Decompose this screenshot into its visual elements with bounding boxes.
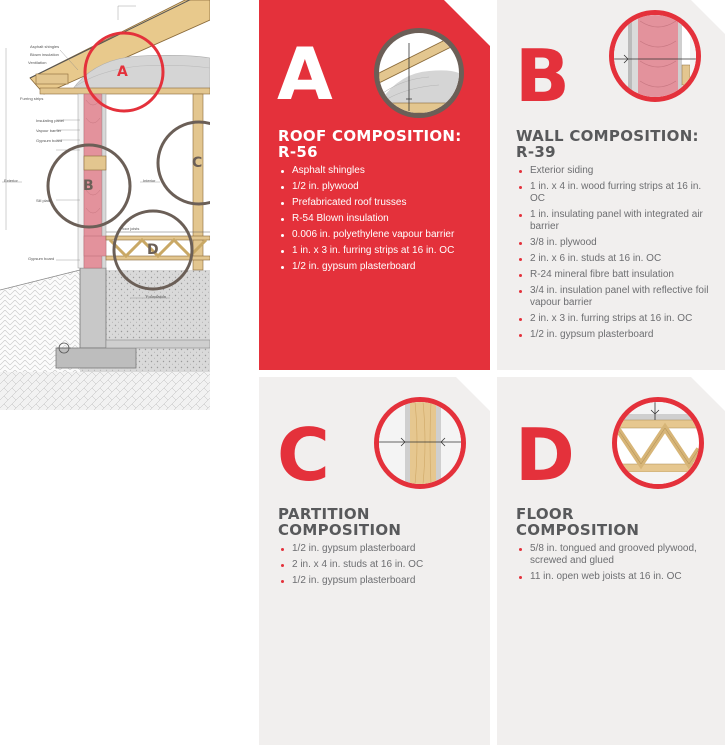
panel-title-line2: R-39 bbox=[516, 143, 556, 161]
panel-letter: A bbox=[277, 32, 333, 116]
panel-item-list bbox=[278, 543, 478, 591]
wall-detail-drawing bbox=[614, 15, 696, 97]
list-item: 1/2 in. plywood bbox=[278, 181, 478, 193]
diagram-annotation: Asphalt shingles bbox=[30, 44, 60, 49]
list-item: 11 in. open web joists at 16 in. OC bbox=[516, 571, 712, 583]
panel-item-list bbox=[278, 165, 478, 277]
panel-title-line2: R-56 bbox=[278, 143, 318, 161]
list-item: Prefabricated roof trusses bbox=[278, 197, 478, 209]
diagram-annotation: Gypsum board bbox=[28, 256, 55, 261]
list-item: 5/8 in. tongued and grooved plywood, screwed and glued bbox=[516, 543, 712, 567]
circle-label-d: D bbox=[147, 242, 159, 258]
list-item: 2 in. x 4 in. studs at 16 in. OC bbox=[278, 559, 478, 571]
diagram-annotation: Floor joists bbox=[120, 226, 140, 231]
panel-letter: D bbox=[515, 413, 575, 497]
panel-title-line1: ROOF COMPOSITION: bbox=[278, 127, 462, 145]
panel-corner-fold bbox=[456, 377, 490, 411]
circle-label-c: C bbox=[192, 155, 203, 171]
roof-detail-drawing bbox=[379, 33, 459, 113]
list-item: 1/2 in. gypsum plasterboard bbox=[516, 329, 712, 341]
panel-title-line1: PARTITION bbox=[278, 505, 370, 523]
panel-wall-composition bbox=[497, 0, 725, 370]
panel-title-line2: COMPOSITION bbox=[278, 521, 402, 539]
panel-title-line2: COMPOSITION bbox=[516, 521, 640, 539]
diagram-annotation: Blown insulation bbox=[30, 52, 59, 57]
list-item: 1/2 in. gypsum plasterboard bbox=[278, 543, 478, 555]
panel-corner-fold bbox=[691, 0, 725, 34]
wall-detail-thumbnail bbox=[609, 10, 701, 102]
diagram-annotation: Foundation bbox=[146, 294, 167, 299]
list-item: 1 in. insulating panel with integrated air barrier bbox=[516, 209, 712, 233]
diagram-annotation: Vapour barrier bbox=[36, 128, 62, 133]
panel-floor-composition bbox=[497, 377, 725, 745]
list-item: R-24 mineral fibre batt insulation bbox=[516, 269, 712, 281]
roof-detail-thumbnail bbox=[374, 28, 464, 118]
panel-item-list bbox=[516, 543, 712, 587]
panel-title-line1: WALL COMPOSITION: bbox=[516, 127, 699, 145]
list-item: 1/2 in. gypsum plasterboard bbox=[278, 261, 478, 273]
partition-detail-thumbnail bbox=[374, 397, 466, 489]
panel-partition-composition bbox=[259, 377, 490, 745]
list-item: 0.006 in. polyethylene vapour barrier bbox=[278, 229, 478, 241]
list-item: Exterior siding bbox=[516, 165, 712, 177]
panel-item-list bbox=[516, 165, 712, 345]
list-item: R-54 Blown insulation bbox=[278, 213, 478, 225]
circle-label-b: B bbox=[83, 178, 94, 194]
list-item: 1/2 in. gypsum plasterboard bbox=[278, 575, 478, 587]
floor-detail-drawing bbox=[617, 402, 699, 484]
panel-letter: B bbox=[515, 34, 570, 118]
panel-title-line1: FLOOR bbox=[516, 505, 574, 523]
partition-detail-drawing bbox=[379, 402, 461, 484]
panel-letter: C bbox=[277, 413, 330, 497]
diagram-annotation: Gypsum board bbox=[36, 138, 63, 143]
panel-corner-fold bbox=[691, 377, 725, 411]
list-item: 1 in. x 4 in. wood furring strips at 16 in. OC bbox=[516, 181, 712, 205]
list-item: 2 in. x 6 in. studs at 16 in. OC bbox=[516, 253, 712, 265]
diagram-annotation: Ventilation bbox=[28, 60, 47, 65]
list-item: 2 in. x 3 in. furring strips at 16 in. OC bbox=[516, 313, 712, 325]
diagram-annotation: Interior bbox=[143, 178, 156, 183]
wall-section-diagram bbox=[0, 0, 210, 410]
diagram-annotation: Furring strips bbox=[20, 96, 44, 101]
panel-corner-fold bbox=[444, 0, 490, 46]
list-item: 1 in. x 3 in. furring strips at 16 in. OC bbox=[278, 245, 478, 257]
list-item: 3/4 in. insulation panel with reflective foil vapour barrier bbox=[516, 285, 712, 309]
panel-roof-composition bbox=[259, 0, 490, 370]
diagram-annotation: Sill plate bbox=[36, 198, 52, 203]
list-item: 3/8 in. plywood bbox=[516, 237, 712, 249]
circle-label-a: A bbox=[117, 64, 128, 80]
floor-detail-thumbnail bbox=[612, 397, 704, 489]
diagram-annotation: Insulating panel bbox=[36, 118, 65, 123]
list-item: Asphalt shingles bbox=[278, 165, 478, 177]
diagram-annotation: Exterior bbox=[4, 178, 18, 183]
